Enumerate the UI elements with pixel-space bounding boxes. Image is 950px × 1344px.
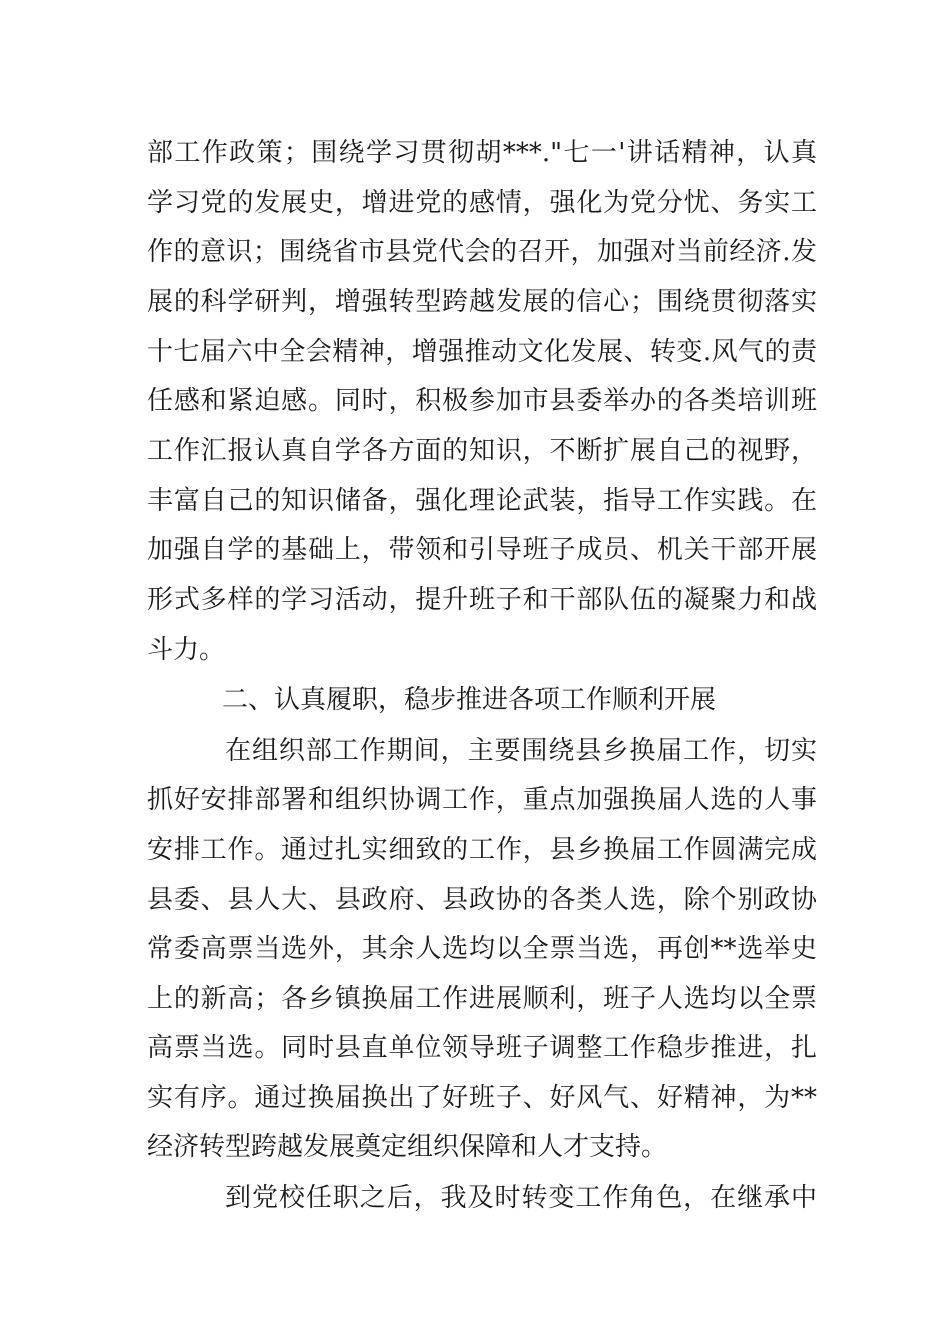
paragraph-2-line: 上的新高；各乡镇换届工作进展顺利，班子人选均以全票 bbox=[147, 984, 817, 1014]
paragraph-1-line: 十七届六中全会精神，增强推动文化发展、转变.风气的责 bbox=[147, 337, 817, 367]
paragraph-2-line: 县委、县人大、县政府、县政协的各类人选，除个别政协 bbox=[147, 885, 817, 915]
paragraph-2-line: 安排工作。通过扎实细致的工作，县乡换届工作圆满完成 bbox=[147, 835, 817, 865]
paragraph-1-line: 作的意识；围绕省市县党代会的召开，加强对当前经济.发 bbox=[147, 237, 817, 267]
paragraph-1-line: 工作汇报认真自学各方面的知识，不断扩展自己的视野， bbox=[147, 436, 817, 466]
paragraph-2-line: 常委高票当选外，其余人选均以全票当选，再创**选举史 bbox=[147, 934, 817, 964]
paragraph-2-line: 经济转型跨越发展奠定组织保障和人才支持。 bbox=[147, 1132, 668, 1162]
paragraph-2-line: 高票当选。同时县直单位领导班子调整工作稳步推进，扎 bbox=[147, 1033, 817, 1063]
paragraph-1-line: 丰富自己的知识储备，强化理论武装，指导工作实践。在 bbox=[147, 486, 817, 516]
paragraph-1-line: 部工作政策；围绕学习贯彻胡***."七一'讲话精神，认真 bbox=[147, 138, 817, 168]
paragraph-2-line: 抓好安排部署和组织协调工作，重点加强换届人选的人事 bbox=[147, 785, 817, 815]
section-heading: 二、认真履职，稳步推进各项工作顺利开展 bbox=[222, 685, 717, 715]
paragraph-1-line: 形式多样的学习活动，提升班子和干部队伍的凝聚力和战 bbox=[147, 585, 817, 615]
paragraph-1-line: 加强自学的基础上，带领和引导班子成员、机关干部开展 bbox=[147, 535, 817, 565]
paragraph-2-line: 在组织部工作期间，主要围绕县乡换届工作，切实 bbox=[225, 736, 817, 766]
paragraph-1-line: 斗力。 bbox=[147, 635, 226, 665]
paragraph-3-line: 到党校任职之后，我及时转变工作角色，在继承中 bbox=[225, 1183, 817, 1213]
paragraph-1-line: 任感和紧迫感。同时，积极参加市县委举办的各类培训班 bbox=[147, 386, 817, 416]
paragraph-2-line: 实有序。通过换届换出了好班子、好风气、好精神，为** bbox=[147, 1083, 817, 1113]
paragraph-1-line: 展的科学研判，增强转型跨越发展的信心；围绕贯彻落实 bbox=[147, 287, 817, 317]
paragraph-1-line: 学习党的发展史，增进党的感情，强化为党分忧、务实工 bbox=[147, 188, 817, 218]
